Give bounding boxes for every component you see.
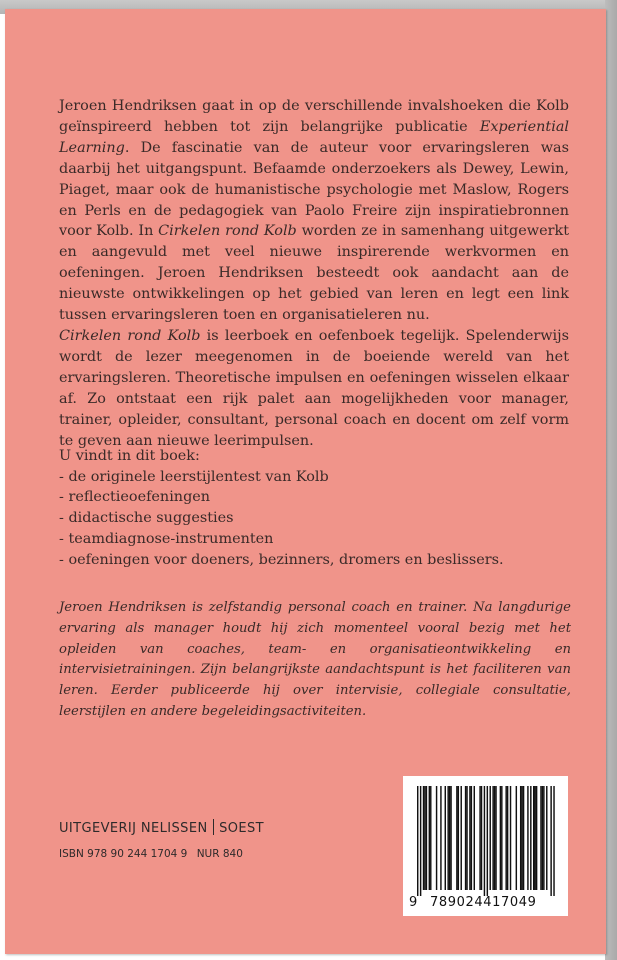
italic-title: Experiential Learning [59,118,569,156]
barcode-bar [426,786,427,890]
publisher-name: UITGEVERIJ NELISSEN [59,821,208,836]
book-page-edge-right [605,0,617,960]
barcode-bar [505,786,506,890]
isbn-text: ISBN 978 90 244 1704 9 [59,848,188,860]
list-item: - de originele leerstijlentest van Kolb [59,467,569,488]
contents-list [59,446,569,570]
list-item: - reflectieoefeningen [59,487,569,508]
barcode-bar [466,786,467,890]
barcode-bar [530,786,531,890]
barcode [403,776,568,916]
barcode-bar [450,786,451,890]
list-item: - didactische suggesties [59,508,569,529]
text-run: is leerboek en oefenboek tegelijk. Spelenderwijs wordt de lezer meegenomen in de boeiende wereld van het ervaringsleren. Theoretische impulsen en oefeningen wisselen elkaar af. Zo ontstaat een rijk palet aan mogelijkheden voor manager, trainer, opleider, consultant, personal coach en docent om zelf vorm te geven aan nieuwe leerimpulsen. [59,327,569,449]
contents-items [59,467,569,571]
barcode-bar [469,786,470,890]
barcode-bar [492,786,493,890]
publisher-city: SOEST [219,821,264,836]
nur-text: NUR 840 [196,848,243,860]
barcode-bar [423,786,424,890]
publisher-divider [213,819,215,835]
barcode-bar [436,786,437,890]
text-run: . De fascinatie van de auteur voor ervaringsleren was daarbij het uitgangspunt. Befaamde onderzoekers als Dewey, Lewin, Piaget, maar ook de humanistische psychologie met Maslow, Rogers en Perls en de pedagogiek van Paolo Freire zijn inspiratiebronnen voor Kolb. In [59,139,569,240]
barcode-bar [494,786,495,890]
barcode-bar [447,786,448,890]
barcode-bar [479,786,480,890]
barcode-guard-bar [487,786,488,896]
text-run: Jeroen Hendriksen gaat in op de verschillende invalshoeken die Kolb geïnspireerd hebben tot zijn belangrijke publicatie [59,98,569,135]
text-run: worden ze in samenhang uitgewerkt en aangevuld met veel nieuwe inspirerende werkvormen en oefeningen. Jeroen Hendriksen besteedt ook aandacht aan de nieuwste ontwikkelingen op het gebied van leren en legt een link tussen ervaringsleren toen en organisatieleren nu. [59,223,569,324]
barcode-bar [510,786,511,890]
barcode-bar [461,786,462,890]
barcode-bar [521,786,522,890]
barcode-bar [458,786,459,890]
barcode-bar [429,786,430,890]
description-paragraph-1 [59,96,569,326]
barcode-bar [501,786,502,890]
barcode-bar [540,786,541,890]
barcode-bar [507,786,508,890]
barcode-bar [424,786,425,890]
barcode-bar [523,786,524,890]
barcode-bar [516,786,517,890]
barcode-bar [543,786,544,890]
barcode-bar [465,786,466,890]
barcode-guard-bar [420,786,421,896]
barcode-bar [430,786,431,890]
barcode-guard-bar [550,786,551,896]
barcode-bar [445,786,446,890]
barcode-bar [481,786,482,890]
barcode-bar [490,786,491,890]
contents-intro: U vindt in dit boek: [59,448,200,464]
publisher-line [59,819,264,836]
barcode-bar [520,786,521,890]
barcode-guard-bar [417,786,418,896]
barcode-bar [500,786,501,890]
barcode-bar [495,786,496,890]
barcode-bar [449,786,450,890]
barcode-bar [542,786,543,890]
barcode-bar [440,786,441,890]
barcode-guard-bar [484,786,485,896]
barcode-bar [533,786,534,890]
list-item: - teamdiagnose-instrumenten [59,529,569,550]
barcode-guard-bar [553,786,554,896]
barcode-bar [474,786,475,890]
barcode-bar [471,786,472,890]
description-paragraph-2 [59,326,569,451]
barcode-bar [546,786,547,890]
italic-title: Cirkelen rond Kolb [59,327,201,344]
barcode-bar [527,786,528,890]
barcode-number: 789024417049 [430,895,537,910]
barcode-bar [456,786,457,890]
italic-title: Cirkelen rond Kolb [158,223,297,240]
barcode-lead-digit: 9 [409,895,418,910]
isbn-line [59,848,243,860]
barcode-bar [536,786,537,890]
list-item: - oefeningen voor doeners, bezinners, dromers en beslissers. [59,550,569,571]
description-text [59,96,569,451]
barcode-bar [534,786,535,890]
author-bio: Jeroen Hendriksen is zelfstandig personal coach en trainer. Na langdurige ervaring als manager houdt hij zich momenteel vooral bezig met het opleiden van coaches, team- en organisatieontwikkeling en intervisietrainingen. Zijn belangrijkste aandachtspunt is het faciliteren van leren. Eerder publiceerde hij over intervisie, collegiale consultatie, leerstijlen en andere begeleidingsactiviteiten. [59,600,571,719]
